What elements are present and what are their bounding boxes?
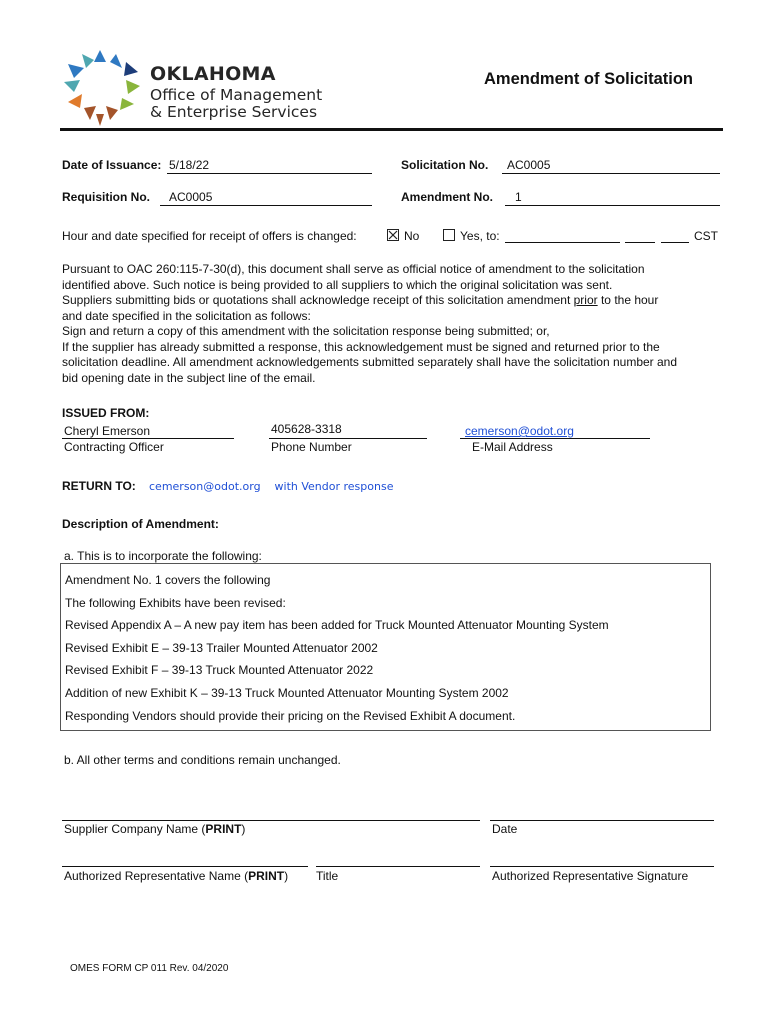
- requisition-no-value[interactable]: AC0005: [169, 190, 213, 204]
- issuer-email-link[interactable]: cemerson@odot.org: [465, 424, 574, 438]
- description-item: Revised Exhibit F – 39-13 Truck Mounted Attenuator 2022: [65, 663, 374, 677]
- no-checkbox[interactable]: [387, 229, 399, 241]
- date-of-issuance-line: [167, 173, 372, 174]
- title-caption: Title: [316, 869, 339, 883]
- issuer-phone-caption: Phone Number: [271, 440, 352, 454]
- issuer-email-caption: E-Mail Address: [472, 440, 553, 454]
- notice-p2-part-c: to the hour: [597, 293, 659, 307]
- solicitation-no-label: Solicitation No.: [401, 158, 489, 172]
- description-b-label: b. All other terms and conditions remain unchanged.: [64, 753, 341, 767]
- signature-caption: Authorized Representative Signature: [492, 869, 689, 883]
- rep-name-line[interactable]: [62, 866, 308, 867]
- amendment-no-label: Amendment No.: [401, 190, 494, 204]
- org-name-line3: & Enterprise Services: [150, 103, 318, 121]
- supplier-close-paren: ): [241, 822, 246, 836]
- rep-name-caption: [64, 869, 288, 883]
- description-label: Description of Amendment:: [62, 517, 219, 531]
- description-item: Addition of new Exhibit K – 39-13 Truck Mounted Attenuator Mounting System 2002: [65, 686, 509, 700]
- date-caption: Date: [492, 822, 518, 836]
- supplier-name-line[interactable]: [62, 820, 480, 821]
- notice-p2-line1: [62, 293, 722, 309]
- checked-x-icon: [388, 230, 398, 240]
- date-line[interactable]: [490, 820, 714, 821]
- rep-name-caption-text: Authorized Representative Name (: [64, 869, 249, 883]
- supplier-print-word: PRINT: [205, 822, 242, 836]
- solicitation-no-value[interactable]: AC0005: [507, 158, 551, 172]
- document-title: Amendment of Solicitation: [484, 70, 694, 88]
- amendment-description-box[interactable]: [60, 563, 711, 731]
- supplier-name-caption: [64, 822, 245, 836]
- yes-option-label: Yes, to:: [460, 229, 500, 243]
- date-of-issuance-label: Date of Issuance:: [62, 158, 162, 172]
- rep-close-paren: ): [284, 869, 289, 883]
- return-to-label: RETURN TO:: [62, 479, 136, 493]
- amendment-no-value[interactable]: 1: [515, 190, 522, 204]
- notice-p2-part-a: Suppliers submitting bids or quotations shall acknowledge receipt of this solicitation amendment: [62, 293, 574, 307]
- form-id-footer: OMES FORM CP 011 Rev. 04/2020: [70, 963, 229, 974]
- org-name-oklahoma: OKLAHOMA: [150, 63, 276, 85]
- issuer-email-line: [460, 438, 650, 439]
- rep-print-word: PRINT: [248, 869, 285, 883]
- yes-date-line[interactable]: [505, 242, 620, 243]
- omes-logo-mark: [60, 48, 142, 128]
- yes-minute-line[interactable]: [661, 242, 689, 243]
- description-item: Responding Vendors should provide their pricing on the Revised Exhibit A document.: [65, 709, 516, 723]
- no-option-label: No: [404, 229, 420, 243]
- amendment-no-line: [505, 205, 720, 206]
- notice-p1-line2: identified above. Such notice is being provided to all suppliers to which the original solicitation was sent.: [62, 277, 613, 292]
- issuer-phone-line: [269, 438, 427, 439]
- org-name-line2: Office of Management: [150, 86, 323, 104]
- description-item: Revised Appendix A – A new pay item has been added for Truck Mounted Attenuator Mounting System: [65, 618, 609, 632]
- notice-p1-line1: Pursuant to OAC 260:115-7-30(d), this document shall serve as official notice of amendment to the solicitation: [62, 262, 645, 276]
- notice-p4-line1: If the supplier has already submitted a response, this acknowledgement must be signed and returned prior to the: [62, 339, 660, 354]
- notice-p4-line3: bid opening date in the subject line of the email.: [62, 370, 316, 385]
- notice-p3: Sign and return a copy of this amendment with the solicitation response being submitted; or,: [62, 324, 550, 338]
- cst-label: CST: [694, 229, 718, 243]
- header-divider: [60, 128, 723, 131]
- issued-from-label: ISSUED FROM:: [62, 406, 150, 420]
- requisition-no-label: Requisition No.: [62, 190, 150, 204]
- description-item: The following Exhibits have been revised:: [65, 596, 286, 610]
- yes-checkbox[interactable]: [443, 229, 455, 241]
- requisition-no-line: [160, 205, 372, 206]
- yes-hour-line[interactable]: [625, 242, 655, 243]
- issuer-phone[interactable]: 405628-3318: [271, 422, 342, 436]
- return-to-value[interactable]: cemerson@odot.org with Vendor response: [149, 480, 394, 493]
- signature-line[interactable]: [490, 866, 714, 867]
- title-line[interactable]: [316, 866, 480, 867]
- supplier-name-caption-text: Supplier Company Name (: [64, 822, 206, 836]
- hour-date-label: Hour and date specified for receipt of offers is changed:: [62, 229, 357, 243]
- issuer-name[interactable]: Cheryl Emerson: [64, 424, 151, 438]
- date-of-issuance-value[interactable]: 5/18/22: [169, 158, 210, 172]
- description-item: Revised Exhibit E – 39-13 Trailer Mounted Attenuator 2002: [65, 641, 378, 655]
- solicitation-no-line: [502, 173, 720, 174]
- issuer-name-line: [62, 438, 234, 439]
- issuer-title-caption: Contracting Officer: [64, 440, 164, 454]
- description-a-label: a. This is to incorporate the following:: [64, 549, 262, 563]
- notice-paragraph: [62, 262, 722, 386]
- notice-p2-prior: prior: [573, 293, 598, 307]
- notice-p4-line2: solicitation deadline. All amendment acknowledgements submitted separately shall have the solicitation number and: [62, 355, 678, 369]
- description-item: Amendment No. 1 covers the following: [65, 573, 271, 587]
- notice-p2-line2: and date specified in the solicitation as follows:: [62, 308, 311, 323]
